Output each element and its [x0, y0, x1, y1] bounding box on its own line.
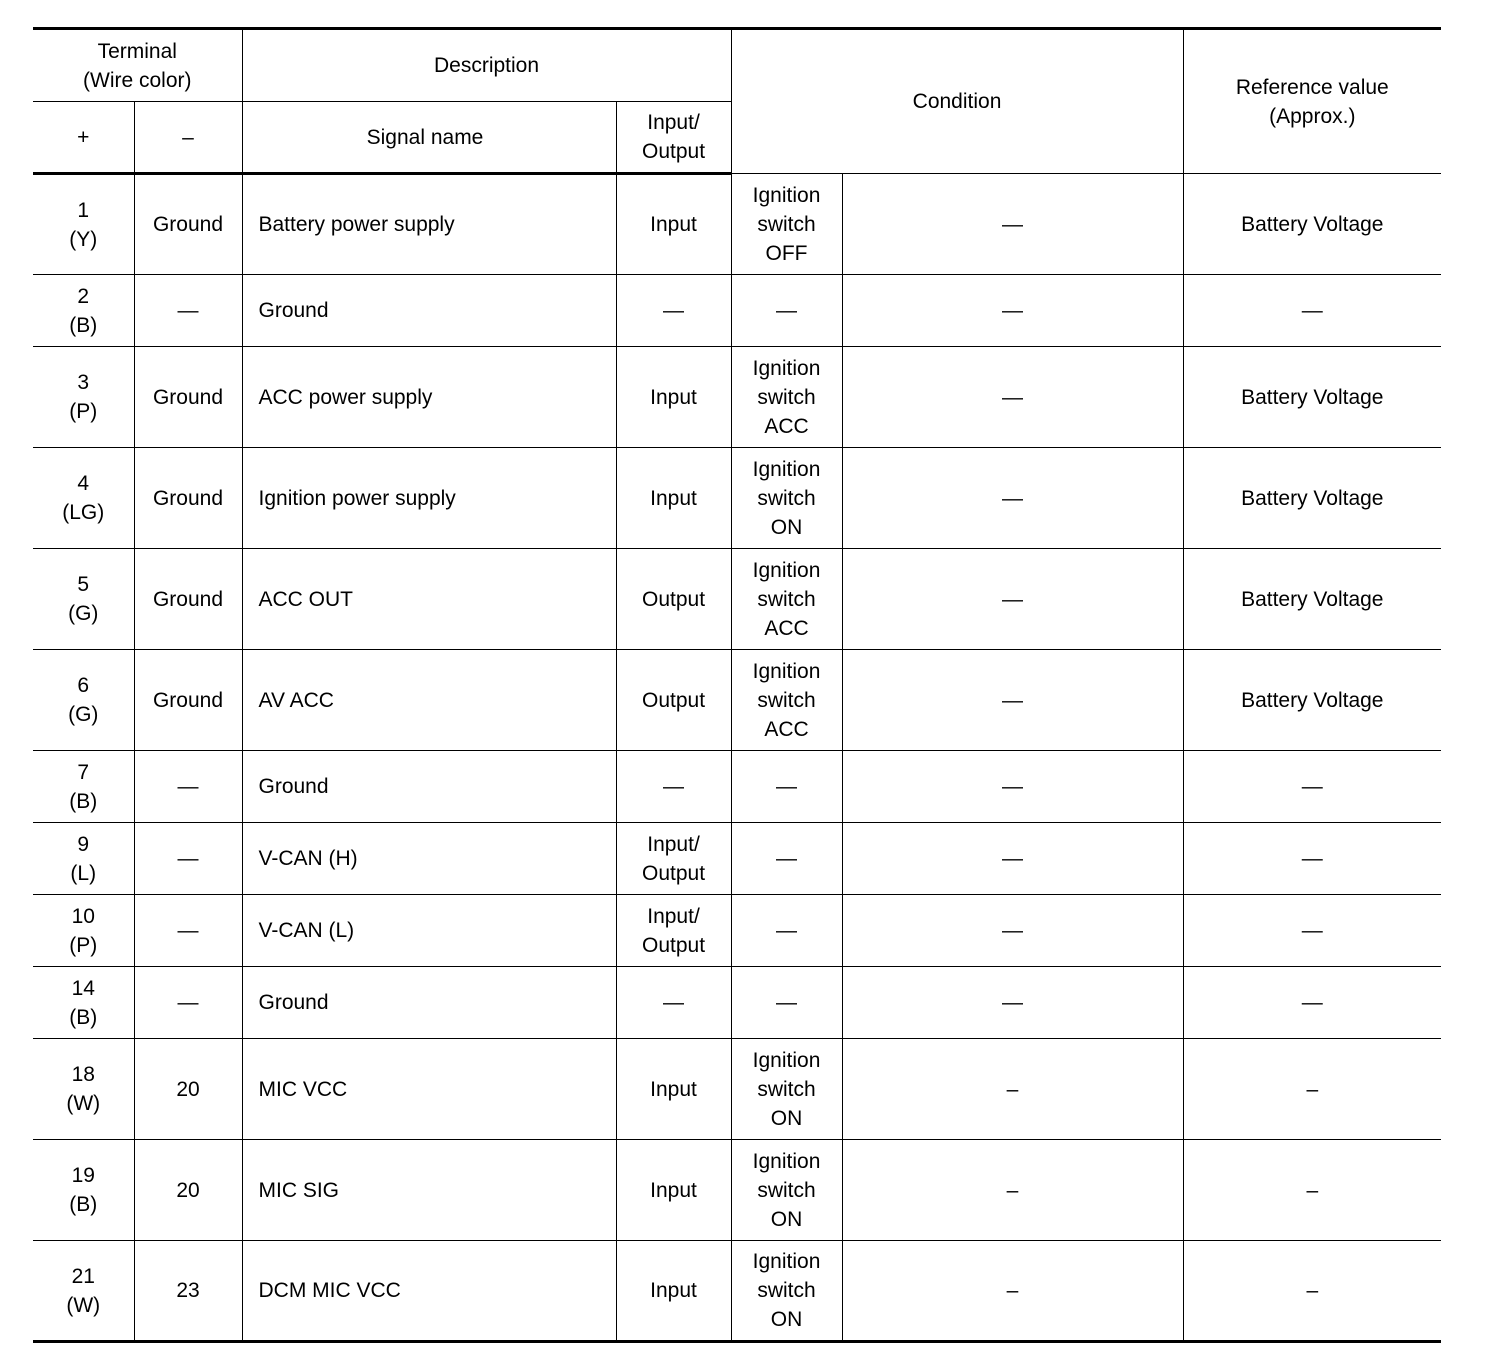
signal-name-cell: V-CAN (H)	[242, 823, 616, 895]
condition-cell: —	[842, 448, 1183, 549]
signal-name-cell: V-CAN (L)	[242, 895, 616, 967]
minus-cell: —	[134, 895, 242, 967]
ignition-switch-cell: —	[731, 895, 842, 967]
reference-value-cell: –	[1183, 1241, 1441, 1342]
table-row	[33, 650, 1441, 751]
ignition-switch-cell: —	[731, 967, 842, 1039]
terminal-cell: 6 (G)	[33, 650, 134, 751]
terminal-cell: 4 (LG)	[33, 448, 134, 549]
ignition-switch-cell: Ignition switch ON	[731, 1140, 842, 1241]
terminal-reference-table	[33, 27, 1441, 1343]
header-signal-name: Signal name	[242, 102, 616, 174]
ignition-switch-cell: —	[731, 823, 842, 895]
terminal-cell: 19 (B)	[33, 1140, 134, 1241]
minus-cell: Ground	[134, 549, 242, 650]
ignition-switch-cell: Ignition switch ON	[731, 1241, 842, 1342]
header-minus: –	[134, 102, 242, 174]
terminal-cell: 3 (P)	[33, 347, 134, 448]
input-output-cell: —	[616, 751, 731, 823]
ignition-switch-cell: Ignition switch ON	[731, 1039, 842, 1140]
table-row	[33, 347, 1441, 448]
minus-cell: —	[134, 823, 242, 895]
signal-name-cell: MIC VCC	[242, 1039, 616, 1140]
signal-name-cell: Battery power supply	[242, 174, 616, 275]
header-description: Description	[242, 29, 731, 102]
header-plus: +	[33, 102, 134, 174]
header-row-1	[33, 29, 1441, 102]
table-row	[33, 895, 1441, 967]
ignition-switch-cell: Ignition switch OFF	[731, 174, 842, 275]
table-row	[33, 275, 1441, 347]
table-row	[33, 751, 1441, 823]
condition-cell: –	[842, 1241, 1183, 1342]
minus-cell: Ground	[134, 448, 242, 549]
signal-name-cell: ACC OUT	[242, 549, 616, 650]
table-row	[33, 1241, 1441, 1342]
reference-value-cell: —	[1183, 823, 1441, 895]
minus-cell: Ground	[134, 650, 242, 751]
table-row	[33, 1140, 1441, 1241]
signal-name-cell: DCM MIC VCC	[242, 1241, 616, 1342]
ignition-switch-cell: —	[731, 751, 842, 823]
condition-cell: —	[842, 275, 1183, 347]
reference-value-cell: Battery Voltage	[1183, 347, 1441, 448]
input-output-cell: Output	[616, 650, 731, 751]
minus-cell: Ground	[134, 347, 242, 448]
signal-name-cell: AV ACC	[242, 650, 616, 751]
reference-value-cell: Battery Voltage	[1183, 448, 1441, 549]
input-output-cell: Input/ Output	[616, 895, 731, 967]
terminal-cell: 9 (L)	[33, 823, 134, 895]
input-output-cell: Input	[616, 1140, 731, 1241]
condition-cell: –	[842, 1140, 1183, 1241]
header-condition: Condition	[731, 29, 1183, 174]
signal-name-cell: Ground	[242, 967, 616, 1039]
table-row	[33, 1039, 1441, 1140]
header-input-output: Input/ Output	[616, 102, 731, 174]
ignition-switch-cell: Ignition switch ON	[731, 448, 842, 549]
condition-cell: —	[842, 174, 1183, 275]
header-reference-value: Reference value (Approx.)	[1183, 29, 1441, 174]
header-terminal: Terminal (Wire color)	[33, 29, 242, 102]
terminal-cell: 2 (B)	[33, 275, 134, 347]
table-body	[33, 174, 1441, 1342]
terminal-cell: 1 (Y)	[33, 174, 134, 275]
minus-cell: 23	[134, 1241, 242, 1342]
signal-name-cell: ACC power supply	[242, 347, 616, 448]
minus-cell: 20	[134, 1039, 242, 1140]
reference-value-cell: –	[1183, 1140, 1441, 1241]
signal-name-cell: Ground	[242, 275, 616, 347]
minus-cell: —	[134, 751, 242, 823]
input-output-cell: Input	[616, 1039, 731, 1140]
condition-cell: —	[842, 967, 1183, 1039]
condition-cell: —	[842, 751, 1183, 823]
input-output-cell: Input	[616, 347, 731, 448]
ignition-switch-cell: —	[731, 275, 842, 347]
terminal-cell: 10 (P)	[33, 895, 134, 967]
condition-cell: –	[842, 1039, 1183, 1140]
signal-name-cell: Ignition power supply	[242, 448, 616, 549]
condition-cell: —	[842, 823, 1183, 895]
minus-cell: 20	[134, 1140, 242, 1241]
table-row	[33, 549, 1441, 650]
reference-value-cell: Battery Voltage	[1183, 549, 1441, 650]
terminal-cell: 14 (B)	[33, 967, 134, 1039]
ignition-switch-cell: Ignition switch ACC	[731, 549, 842, 650]
signal-name-cell: Ground	[242, 751, 616, 823]
reference-value-cell: —	[1183, 895, 1441, 967]
ignition-switch-cell: Ignition switch ACC	[731, 347, 842, 448]
terminal-cell: 7 (B)	[33, 751, 134, 823]
minus-cell: —	[134, 275, 242, 347]
input-output-cell: —	[616, 967, 731, 1039]
condition-cell: —	[842, 895, 1183, 967]
reference-value-cell: Battery Voltage	[1183, 174, 1441, 275]
input-output-cell: Input	[616, 448, 731, 549]
reference-value-cell: —	[1183, 275, 1441, 347]
terminal-cell: 5 (G)	[33, 549, 134, 650]
condition-cell: —	[842, 549, 1183, 650]
input-output-cell: Input/ Output	[616, 823, 731, 895]
table-row	[33, 448, 1441, 549]
minus-cell: Ground	[134, 174, 242, 275]
table-row	[33, 823, 1441, 895]
reference-value-cell: —	[1183, 967, 1441, 1039]
terminal-cell: 21 (W)	[33, 1241, 134, 1342]
input-output-cell: Input	[616, 174, 731, 275]
condition-cell: —	[842, 650, 1183, 751]
reference-value-cell: Battery Voltage	[1183, 650, 1441, 751]
input-output-cell: Output	[616, 549, 731, 650]
input-output-cell: Input	[616, 1241, 731, 1342]
reference-value-cell: –	[1183, 1039, 1441, 1140]
ignition-switch-cell: Ignition switch ACC	[731, 650, 842, 751]
table-row	[33, 174, 1441, 275]
condition-cell: —	[842, 347, 1183, 448]
terminal-cell: 18 (W)	[33, 1039, 134, 1140]
table-row	[33, 967, 1441, 1039]
minus-cell: —	[134, 967, 242, 1039]
signal-name-cell: MIC SIG	[242, 1140, 616, 1241]
reference-value-cell: —	[1183, 751, 1441, 823]
input-output-cell: —	[616, 275, 731, 347]
